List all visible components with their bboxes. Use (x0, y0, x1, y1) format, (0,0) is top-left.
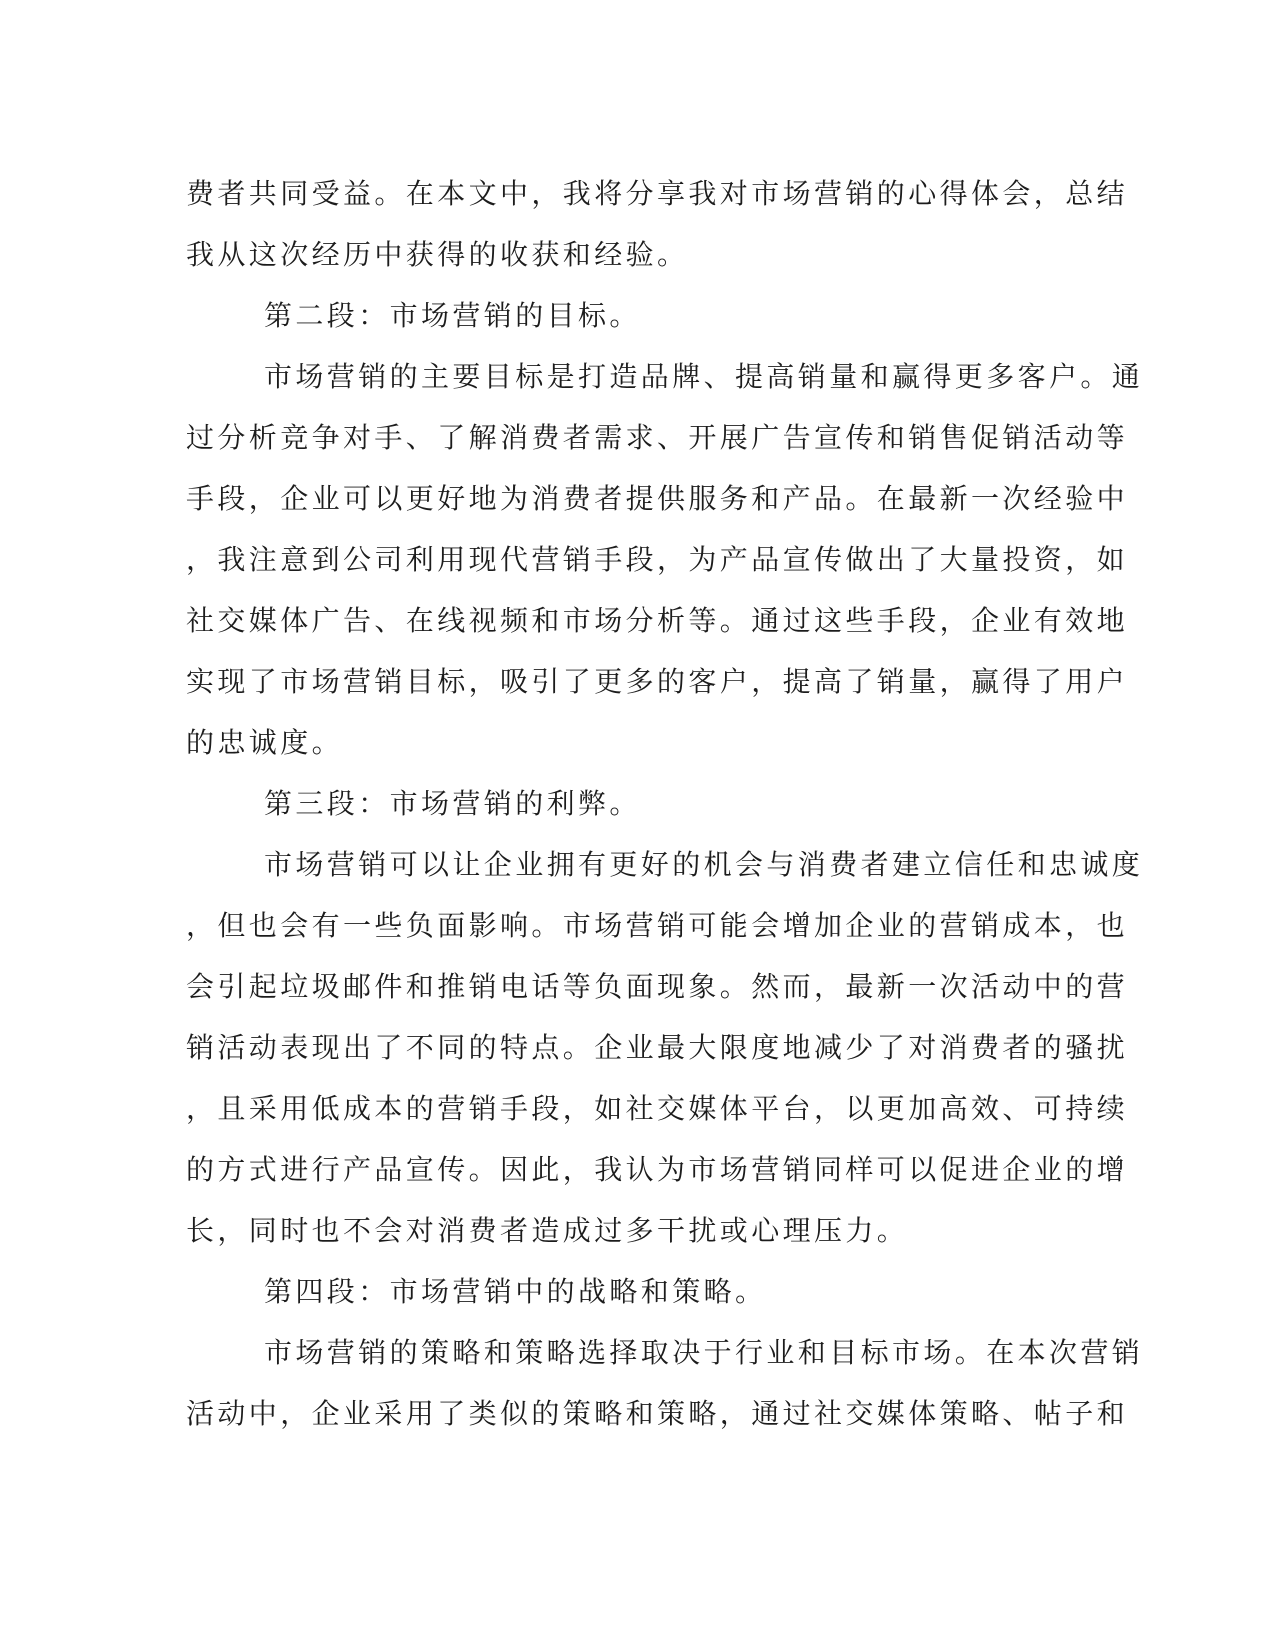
text-line: 的忠诚度。 (186, 726, 344, 759)
text-line: 会引起垃圾邮件和推销电话等负面现象。然而，最新一次活动中的营 (186, 970, 1129, 1003)
text-line: 销活动表现出了不同的特点。企业最大限度地减少了对消费者的骚扰 (186, 1031, 1129, 1064)
text-line: ，我注意到公司利用现代营销手段，为产品宣传做出了大量投资，如 (186, 543, 1129, 576)
section-heading: 第四段：市场营销中的战略和策略。 (264, 1275, 767, 1308)
text-line: 实现了市场营销目标，吸引了更多的客户，提高了销量，赢得了用户 (186, 665, 1129, 698)
text-line: 的方式进行产品宣传。因此，我认为市场营销同样可以促进企业的增 (186, 1153, 1129, 1186)
text-line: 我从这次经历中获得的收获和经验。 (186, 238, 689, 271)
text-line: 手段，企业可以更好地为消费者提供服务和产品。在最新一次经验中 (186, 482, 1129, 515)
text-line: 活动中，企业采用了类似的策略和策略，通过社交媒体策略、帖子和 (186, 1397, 1129, 1430)
text-line: 市场营销可以让企业拥有更好的机会与消费者建立信任和忠诚度 (264, 848, 1144, 881)
text-line: 费者共同受益。在本文中，我将分享我对市场营销的心得体会，总结 (186, 177, 1129, 210)
text-line: 市场营销的主要目标是打造品牌、提高销量和赢得更多客户。通 (264, 360, 1144, 393)
section-heading: 第三段：市场营销的利弊。 (264, 787, 641, 820)
document-body (186, 163, 1144, 1444)
text-line: 社交媒体广告、在线视频和市场分析等。通过这些手段，企业有效地 (186, 604, 1129, 637)
text-line: ，但也会有一些负面影响。市场营销可能会增加企业的营销成本，也 (186, 909, 1129, 942)
text-line: 过分析竞争对手、了解消费者需求、开展广告宣传和销售促销活动等 (186, 421, 1129, 454)
section-heading: 第二段：市场营销的目标。 (264, 299, 641, 332)
text-line: 长，同时也不会对消费者造成过多干扰或心理压力。 (186, 1214, 909, 1247)
text-line: ，且采用低成本的营销手段，如社交媒体平台，以更加高效、可持续 (186, 1092, 1129, 1125)
text-line: 市场营销的策略和策略选择取决于行业和目标市场。在本次营销 (264, 1336, 1144, 1369)
